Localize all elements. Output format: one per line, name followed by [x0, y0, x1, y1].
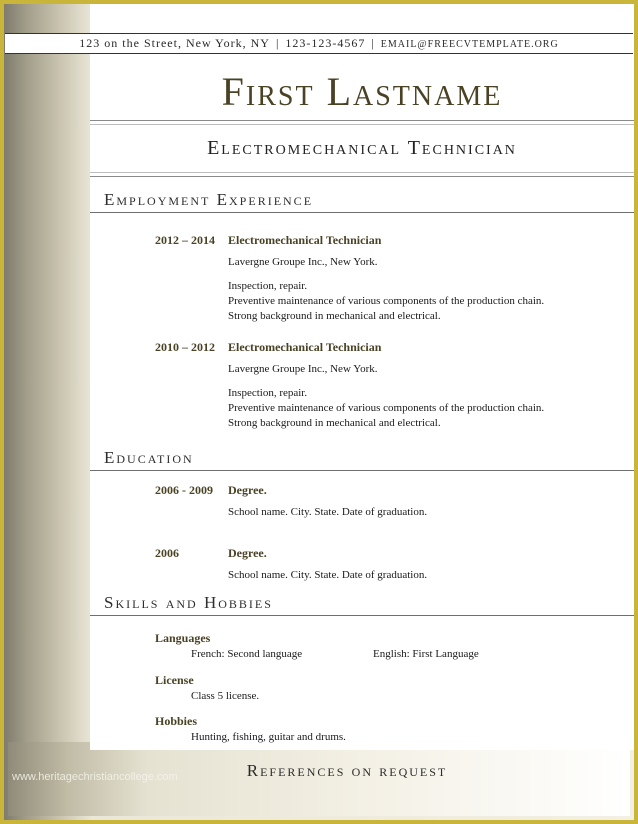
section-title-skills: Skills and Hobbies — [104, 593, 273, 612]
resume-name: First Lastname — [221, 69, 503, 114]
skills-license: Class 5 license. — [191, 690, 260, 702]
section-rule — [90, 615, 634, 616]
job-company: Lavergne Groupe Inc., New York. — [228, 256, 378, 268]
divider — [90, 120, 634, 121]
job-duty: Preventive maintenance of various components of the production chain. — [228, 295, 545, 307]
job-duty: Inspection, repair. — [228, 280, 308, 292]
skills-language: English: First Language — [373, 648, 479, 660]
education-degree: Degree. — [228, 546, 267, 560]
skills-language: French: Second language — [191, 648, 303, 660]
divider — [90, 172, 634, 173]
education-dates: 2006 - 2009 — [155, 483, 213, 497]
education-dates: 2006 — [155, 546, 179, 560]
watermark: www.heritagechristiancollege.com — [12, 771, 178, 783]
job-dates: 2010 – 2012 — [155, 340, 215, 354]
section-rule — [90, 212, 634, 213]
job-title: Electromechanical Technician — [228, 340, 382, 354]
contact-separator: | — [275, 36, 280, 50]
job-duty: Preventive maintenance of various components of the production chain. — [228, 402, 545, 414]
job-duty: Strong background in mechanical and electrical. — [228, 417, 441, 429]
job-duty: Inspection, repair. — [228, 387, 308, 399]
contact-address: 123 on the Street, New York, NY — [79, 36, 270, 50]
section-rule — [90, 470, 634, 471]
skills-hobbies-label: Hobbies — [155, 714, 198, 728]
job-title: Electromechanical Technician — [228, 233, 382, 247]
skills-license-label: License — [155, 673, 194, 687]
job-role-title: Electromechanical Technician — [207, 137, 517, 159]
section-title-education: Education — [104, 448, 194, 467]
divider — [90, 124, 634, 125]
references-note: References on request — [246, 761, 448, 780]
job-duty: Strong background in mechanical and electrical. — [228, 310, 441, 322]
education-details: School name. City. State. Date of graduation. — [228, 506, 428, 518]
skills-languages-label: Languages — [155, 631, 211, 645]
contact-separator: | — [371, 36, 375, 50]
contact-bar — [5, 33, 633, 54]
contact-phone: 123-123-4567 — [285, 36, 366, 50]
section-title-employment: Employment Experience — [104, 190, 314, 209]
job-dates: 2012 – 2014 — [155, 233, 215, 247]
contact-email: EMAIL@FREECVTEMPLATE.ORG — [380, 39, 559, 50]
education-details: School name. City. State. Date of graduation. — [228, 569, 428, 581]
job-company: Lavergne Groupe Inc., New York. — [228, 363, 378, 375]
education-degree: Degree. — [228, 483, 267, 497]
divider — [90, 176, 634, 177]
skills-hobbies: Hunting, fishing, guitar and drums. — [191, 731, 346, 743]
